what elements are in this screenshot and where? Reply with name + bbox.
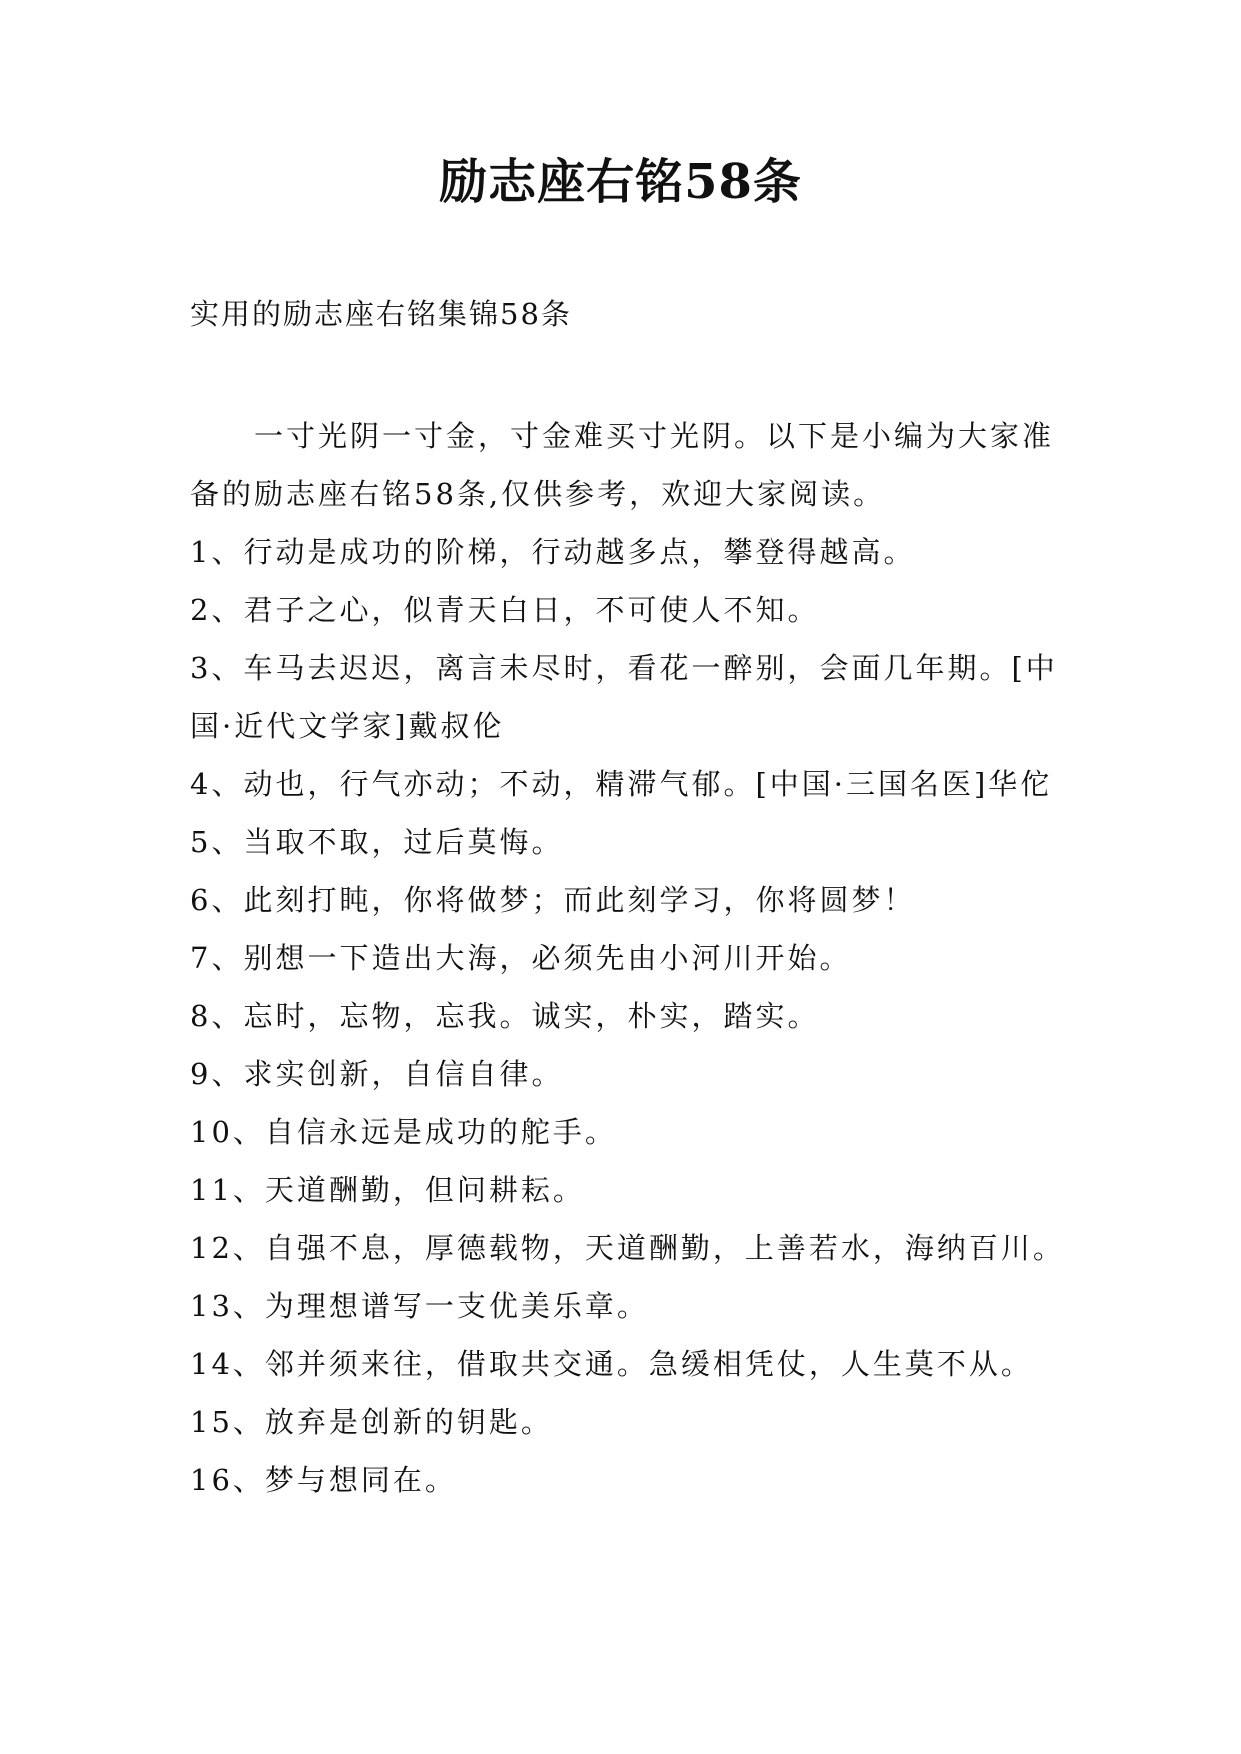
document-title: 励志座右铭58条 [439,154,802,210]
motto-item-15: 15、放弃是创新的钥匙。 [190,1405,553,1439]
motto-item-11: 11、天道酬勤，但问耕耘。 [190,1173,585,1207]
motto-item-8: 8、忘时，忘物，忘我。诚实，朴实，踏实。 [190,999,820,1033]
motto-item-10: 10、自信永远是成功的舵手。 [190,1115,617,1149]
motto-item-6: 6、此刻打盹，你将做梦；而此刻学习，你将圆梦！ [190,883,916,917]
document-body [190,407,1070,1509]
motto-item-5: 5、当取不取，过后莫悔。 [190,825,564,859]
document-subtitle: 实用的励志座右铭集锦58条 [190,297,572,331]
motto-item-3: 3、车马去迟迟，离言未尽时，看花一醉别，会面几年期。[中国·近代文学家]戴叔伦 [190,651,1058,743]
motto-item-2: 2、君子之心，似青天白日，不可使人不知。 [190,593,820,627]
motto-item-9: 9、求实创新，自信自律。 [190,1057,564,1091]
motto-item-14: 14、邻并须来往，借取共交通。急缓相凭仗，人生莫不从。 [190,1347,1033,1381]
motto-item-13: 13、为理想谱写一支优美乐章。 [190,1289,649,1323]
motto-item-12: 12、自强不息，厚德载物，天道酬勤，上善若水，海纳百川。 [190,1231,1065,1265]
motto-item-4: 4、动也，行气亦动；不动，精滞气郁。[中国·三国名医]华佗 [190,767,1053,801]
motto-item-7: 7、别想一下造出大海，必须先由小河川开始。 [190,941,852,975]
motto-item-1: 1、行动是成功的阶梯，行动越多点，攀登得越高。 [190,535,916,569]
motto-item-16: 16、梦与想同在。 [190,1463,457,1497]
intro-paragraph: 一寸光阴一寸金，寸金难买寸光阴。以下是小编为大家准备的励志座右铭58条,仅供参考，欢迎大家阅读。 [190,419,1055,511]
